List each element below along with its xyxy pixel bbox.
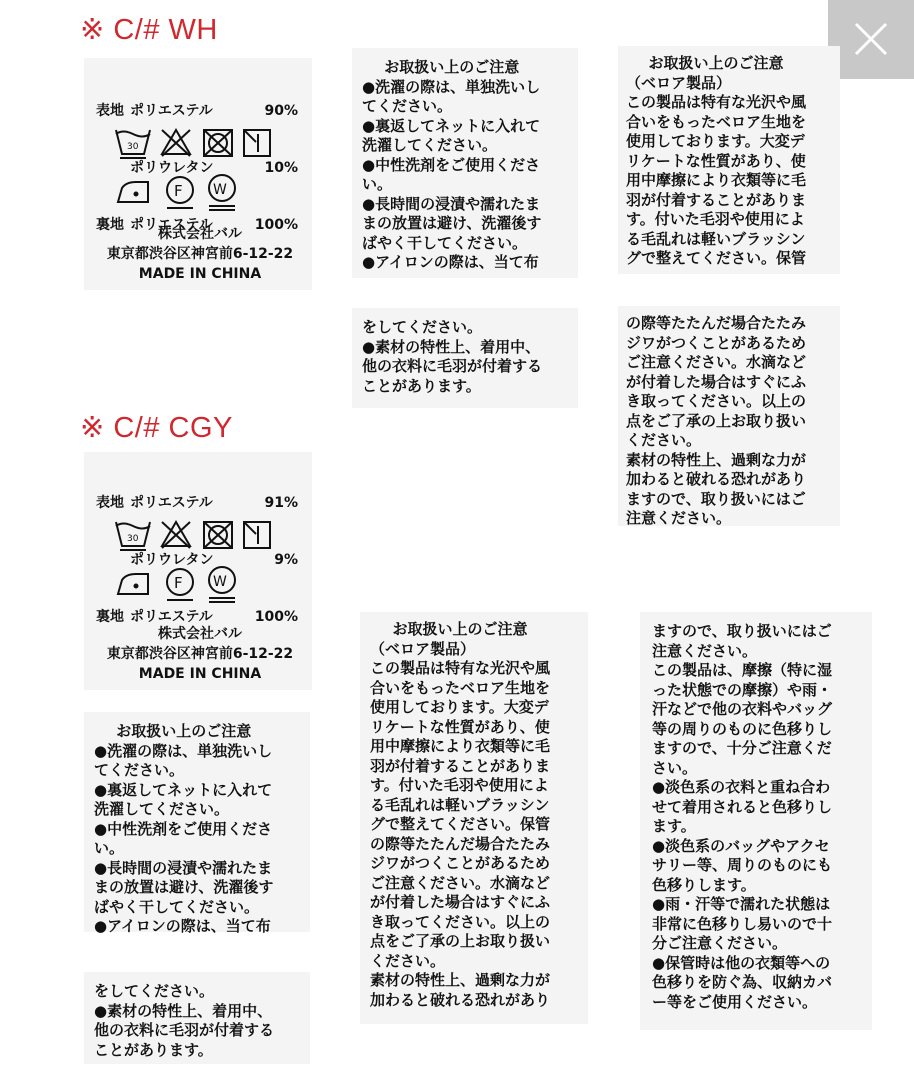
notice-velour-part1 [626,54,806,269]
notice-basic-part1 [362,58,541,273]
wh-composition: 表地 ポリエステル 90% ポリウレタン 10% 裏地 ポリエステル 100% [96,103,298,233]
notice-subtitle: （ベロア製品） [370,639,476,658]
cgy-composition: 表地 ポリエステル 91% ポリウレタン 9% 裏地 ポリエステル 100% [96,495,298,625]
notice-title: お取扱い上のご注意 [392,620,528,638]
notice-velour-part2 [626,314,806,529]
iron-low-icon [118,574,148,594]
cgy-care-icons [112,516,292,610]
notice-basic-cgy-part1 [94,722,273,937]
close-button[interactable] [828,0,914,79]
wh-care-icons [112,124,292,218]
notice-title: お取扱い上のご注意 [648,54,784,72]
notice-velour-cgy [370,620,550,1010]
iron-low-icon [118,182,148,202]
no-tumble-dry-icon [204,522,232,548]
notice-text: ●洗濯の際は、単独洗いし てください。 ●裏返してネットに入れて 洗濯してください。 ●中性洗剤をご使用くださ い。 ●長時間の浸漬や濡れたま まの放置は避け、洗濯後す ばやく干してください。 ●アイロンの際は、当て布 [94,741,274,935]
close-icon [828,0,914,79]
notice-title: お取扱い上のご注意 [384,58,520,76]
dry-clean-f-icon [167,569,193,600]
notice-basic-part2 [362,318,542,396]
dry-clean-f-icon [167,177,193,208]
wh-maker [100,224,300,284]
notice-subtitle: （ベロア製品） [626,73,732,92]
notice-text: ますので、取り扱いにはご 注意ください。 この製品は、摩擦（特に湿 った状態での摩擦）や雨・ 汗などで他の衣料やバッグ 等の周りのものに色移りし ますので、十分ご注意くだ さい。 ●淡色系の衣料と重ね合わ せて着用されると色移りし ます。 ●淡色系のバッグやアクセ サリー等、周りのものにも 色移りします。 ●雨・汗等で濡れた状態は 非常に色移りし易いので十 分ご注意ください。 ●保管時は他の衣類等への 色移りを防ぐ為、収納カバ ー等をご使用ください。 [652,622,833,1011]
svg-text:W: W [213,574,227,590]
made-in: MADE IN CHINA [138,666,262,682]
line-dry-shade-icon [244,130,270,156]
svg-text:30: 30 [127,534,139,544]
wet-clean-w-icon [209,567,235,602]
wet-clean-w-icon [209,175,235,210]
notice-text: の際等たたんだ場合たたみ ジワがつくことがあるため ご注意ください。水滴など が付着した場合はすぐにふ き取ってください。以上の 点をご了承の上お取り扱い ください。 素材の特性上、過剰な力が 加わると破れる恐れがあり ますので、取り扱いにはご 注意ください。 [626,314,807,527]
address: 東京都渋谷区神宮前6-12-22 [106,246,294,262]
notice-text: この製品は特有な光沢や風 合いをもったベロア生地を 使用しております。大変デ リケートな性質があり、使 用中摩擦により衣類等に毛 羽が付着することがありま す。付いた毛羽や使用によ る毛乱れは軽いブラッシン グで整えてください。保管 の際等たたんだ場合たたみ ジワがつくことがあるため ご注意ください。水滴など が付着した場合はすぐにふ き取ってください。以上の 点をご了承の上お取り扱い ください。 素材の特性上、過剰な力が 加わると破れる恐れがあり [370,659,551,1009]
notice-text: ●洗濯の際は、単独洗いし てください。 ●裏返してネットに入れて 洗濯してください。 ●中性洗剤をご使用くださ い。 ●長時間の浸漬や濡れたま まの放置は避け、洗濯後す ばやく干してください。 ●アイロンの際は、当て布 [362,77,542,271]
company-name: 株式会社バル [158,626,242,642]
no-bleach-icon [162,130,190,156]
notice-text: をしてください。 ●素材の特性上、着用中、 他の衣料に毛羽が付着する ことがあります。 [362,318,543,395]
notice-text: をしてください。 ●素材の特性上、着用中、 他の衣料に毛羽が付着する ことがあります。 [94,982,275,1059]
svg-text:F: F [174,182,183,200]
notice-color-transfer-cgy [652,622,832,1012]
company-name: 株式会社バル [158,226,242,242]
header-cgy: ※ C/# CGY [80,412,233,444]
wash-30-gentle-icon [116,522,150,550]
line-dry-shade-icon [244,522,270,548]
wash-30-gentle-icon [116,130,150,158]
notice-title: お取扱い上のご注意 [116,722,252,740]
cgy-maker [96,624,304,684]
made-in: MADE IN CHINA [138,266,262,282]
svg-text:30: 30 [127,142,139,152]
no-bleach-icon [162,522,190,548]
notice-text: この製品は特有な光沢や風 合いをもったベロア生地を 使用しております。大変デ リケートな性質があり、使 用中摩擦により衣類等に毛 羽が付着することがありま す。付いた毛羽や使用によ る毛乱れは軽いブラッシン グで整えてください。保管 [626,93,807,267]
notice-basic-cgy-part2 [94,982,274,1060]
header-wh: ※ C/# WH [80,14,218,46]
svg-text:W: W [213,182,227,198]
svg-text:F: F [174,574,183,592]
address: 東京都渋谷区神宮前6-12-22 [106,646,294,662]
no-tumble-dry-icon [204,130,232,156]
